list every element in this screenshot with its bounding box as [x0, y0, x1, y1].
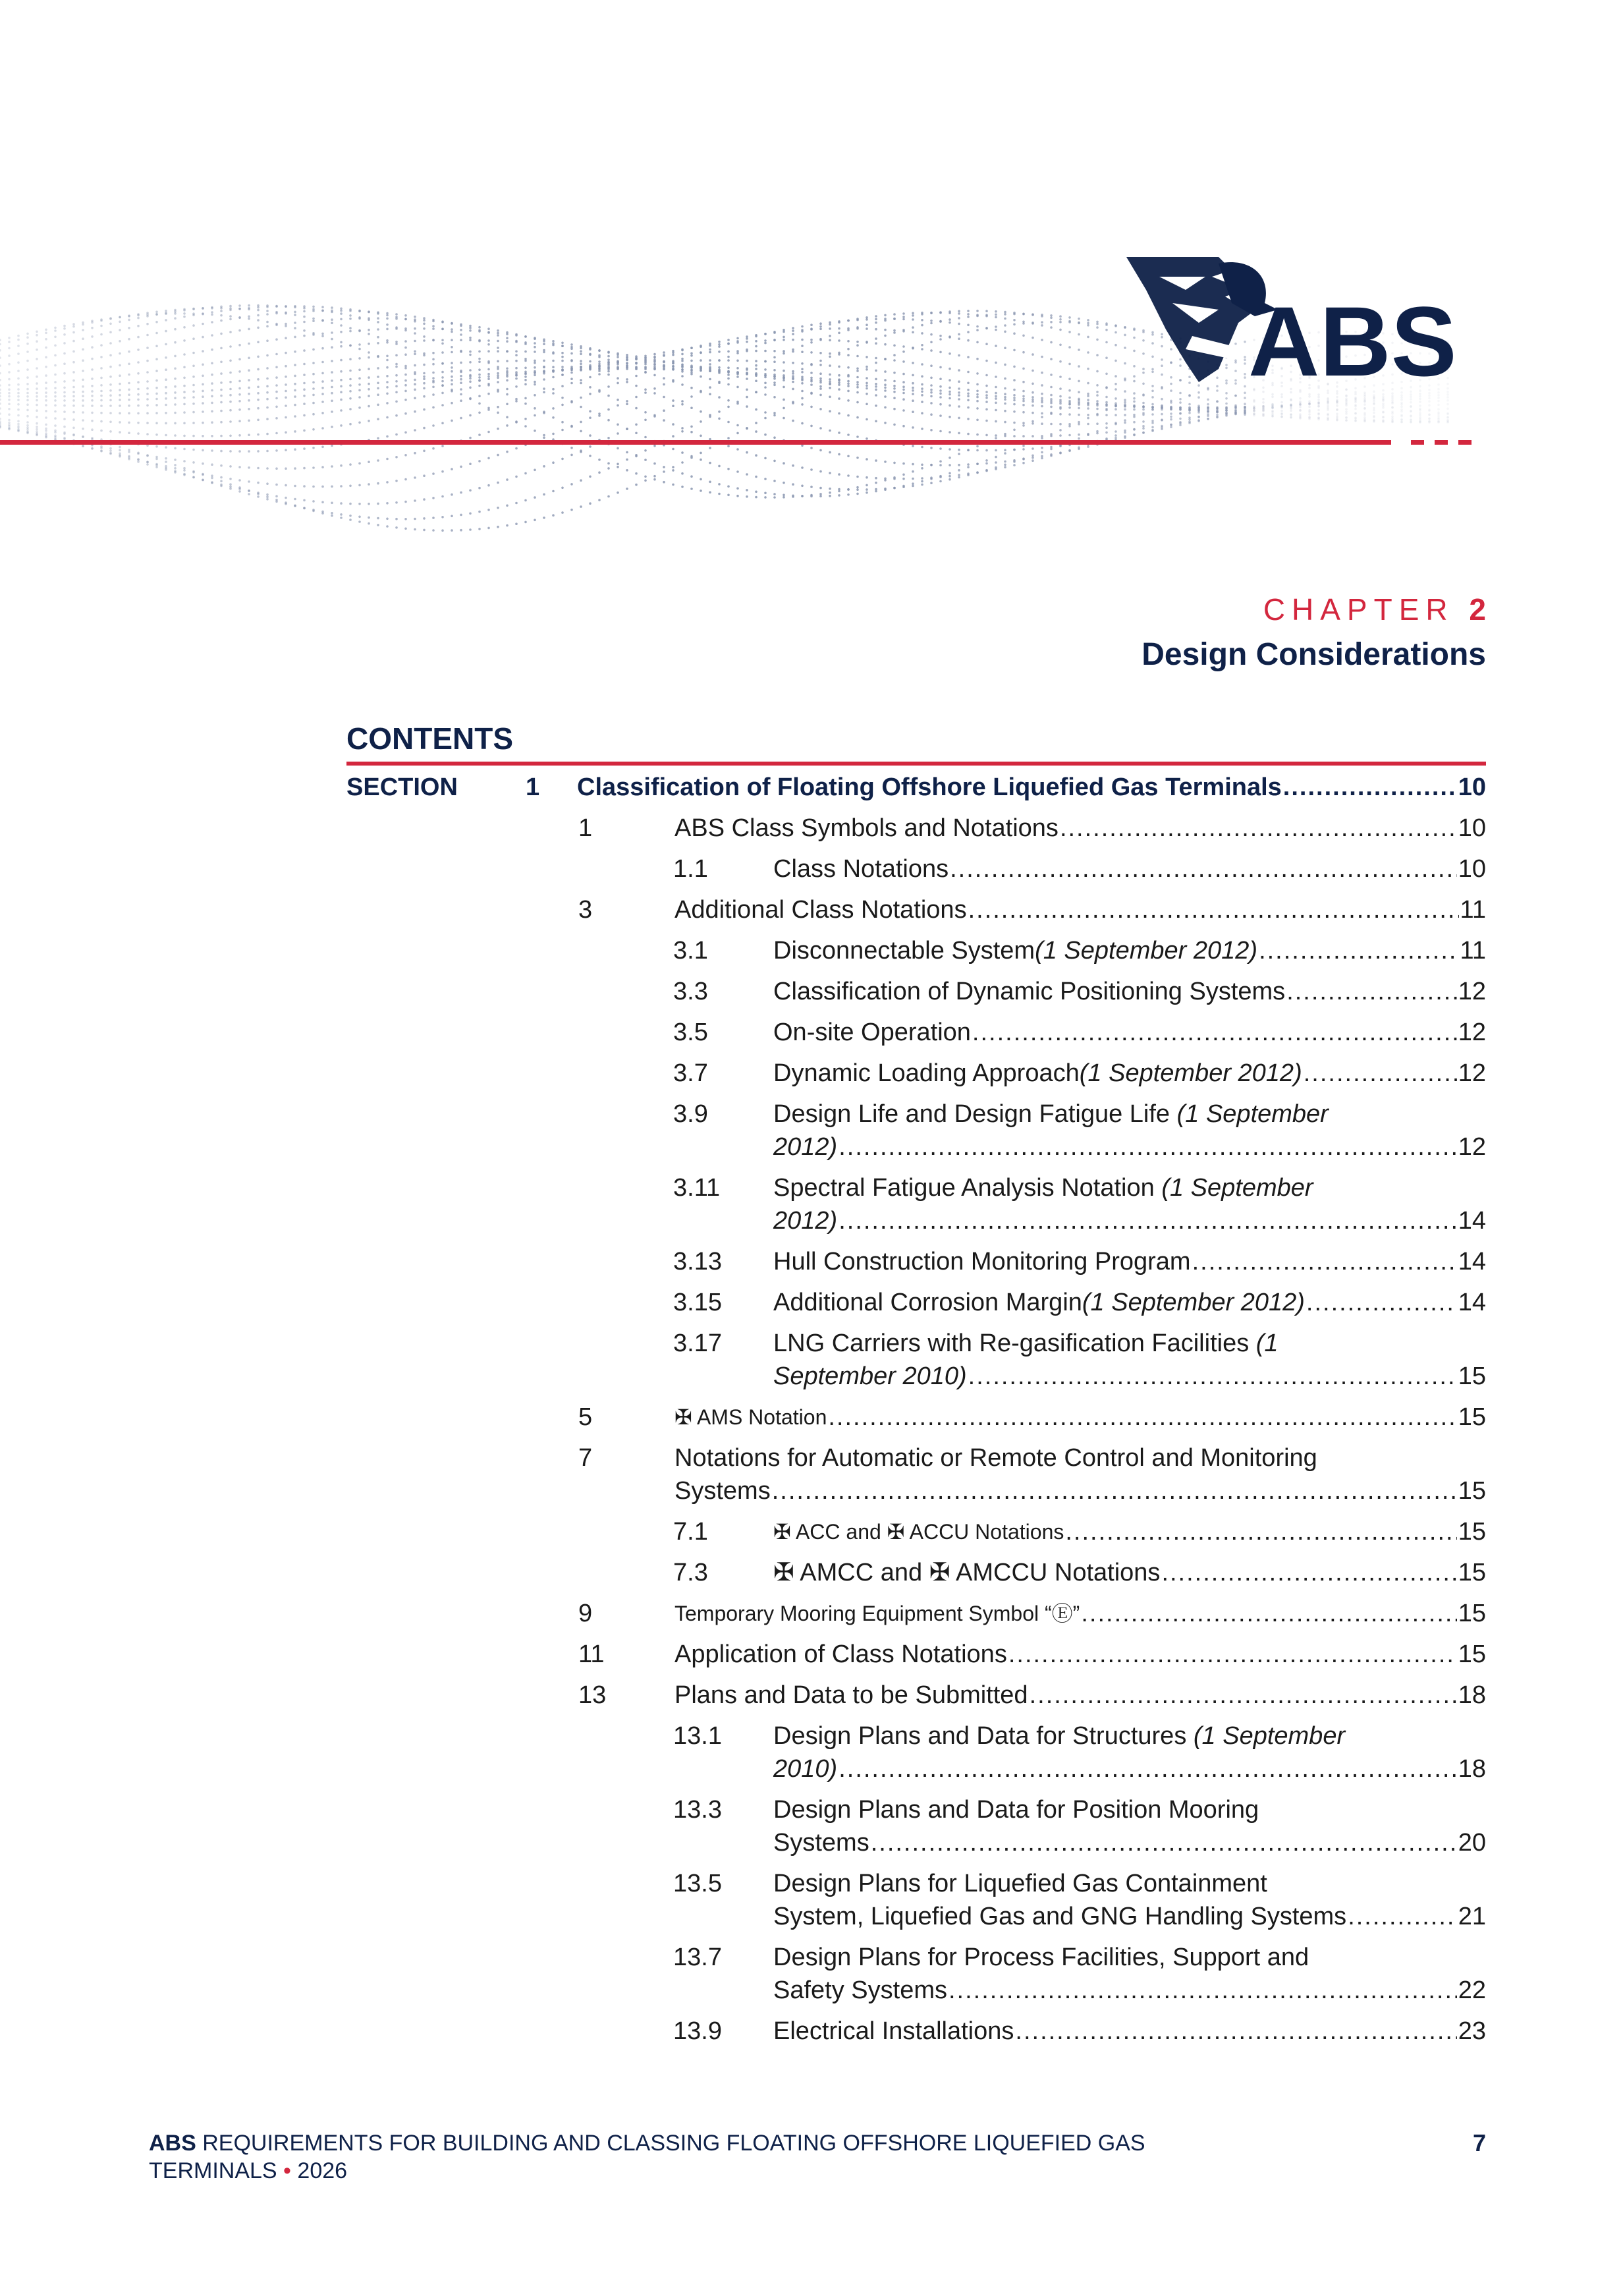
- toc-leader-dots: [1286, 975, 1457, 1008]
- toc-entry-page: 10: [1458, 855, 1486, 883]
- toc-entry-title: Design Plans and Data for Position Mooring: [773, 1796, 1259, 1824]
- toc-leader-dots: [1304, 1057, 1457, 1090]
- toc-entry-date: (1 September: [1193, 1722, 1346, 1750]
- footer: [149, 2129, 1145, 2185]
- toc-entry-date: (1 September 2012): [1079, 1059, 1302, 1087]
- toc-entry-page: 11: [1460, 937, 1486, 965]
- toc-entry-page: 21: [1458, 1903, 1486, 1930]
- toc-entry-line-cont[interactable]: [773, 1204, 1486, 1237]
- toc-leader-dots: [1015, 2015, 1456, 2048]
- toc-section-entry[interactable]: [577, 771, 1486, 804]
- toc-leader-dots: [839, 1752, 1457, 1785]
- toc-entry-number: 3: [578, 896, 593, 924]
- toc-entry-number: 3.5: [673, 1019, 708, 1046]
- footer-brand: ABS: [149, 2131, 196, 2156]
- toc-leader-dots: [1283, 771, 1457, 804]
- toc-entry-line[interactable]: [773, 1171, 1313, 1204]
- toc-entry-title: ABS Class Symbols and Notations: [674, 814, 1059, 842]
- toc-entry-number: 3.15: [673, 1289, 722, 1316]
- toc-leader-dots: [772, 1474, 1457, 1507]
- toc-entry-number: 3.7: [673, 1059, 708, 1087]
- toc-entry-title: ✠ AMS Notation: [674, 1405, 827, 1429]
- footer-year: 2026: [297, 2158, 348, 2183]
- toc-entry-number: 13.3: [673, 1796, 722, 1824]
- header-red-dash: [1435, 440, 1448, 445]
- toc-entry-date: (1 September 2012): [1035, 937, 1258, 965]
- chapter-title: Design Considerations: [1142, 637, 1486, 672]
- chapter-word: CHAPTER: [1263, 592, 1454, 627]
- logo-wordmark: ABS: [1248, 286, 1457, 395]
- toc-leader-dots: [1306, 1286, 1457, 1319]
- contents-heading: CONTENTS: [346, 721, 513, 756]
- toc-entry[interactable]: [674, 893, 1486, 926]
- toc-entry-page: 11: [1460, 896, 1486, 924]
- toc-entry-number: 5: [578, 1403, 593, 1431]
- footer-title: REQUIREMENTS FOR BUILDING AND CLASSING FLOATING OFFSHORE LIQUEFIED GAS: [202, 2131, 1145, 2156]
- header-red-rule: [0, 440, 1391, 445]
- footer-separator: •: [283, 2158, 291, 2183]
- toc-leader-dots: [871, 1826, 1457, 1859]
- toc-entry-number: 3.3: [673, 978, 708, 1005]
- toc-entry-page: 15: [1458, 1403, 1486, 1431]
- toc-entry[interactable]: [773, 1556, 1486, 1589]
- toc-entry-title: Spectral Fatigue Analysis Notation: [773, 1174, 1162, 1202]
- toc-entry-line[interactable]: [773, 1327, 1279, 1360]
- toc-entry-page: 15: [1458, 1477, 1486, 1505]
- toc-entry-date: (1 September: [1161, 1174, 1313, 1202]
- toc-entry-title: LNG Carriers with Re-gasification Facilities: [773, 1330, 1256, 1357]
- toc-entry-line[interactable]: [773, 1867, 1267, 1900]
- toc-entry[interactable]: [773, 1057, 1486, 1090]
- toc-entry-page: 15: [1458, 1518, 1486, 1546]
- toc-leader-dots: [1030, 1679, 1457, 1712]
- toc-entry[interactable]: [773, 934, 1486, 967]
- toc-entry-number: 13: [578, 1681, 607, 1709]
- toc-entry[interactable]: [773, 1515, 1486, 1548]
- toc-entry-title: Class Notations: [773, 855, 949, 883]
- toc-entry[interactable]: [773, 853, 1486, 885]
- toc-entry-number: 7.1: [673, 1518, 708, 1546]
- toc-entry-date: (1: [1255, 1330, 1279, 1357]
- toc-entry-date-cont: September 2010): [773, 1362, 967, 1390]
- toc-leader-dots: [968, 893, 1459, 926]
- toc-leader-dots: [839, 1131, 1457, 1163]
- toc-entry-page: 20: [1458, 1829, 1486, 1857]
- toc-entry-page: 14: [1458, 1289, 1486, 1316]
- toc-entry[interactable]: [674, 1679, 1486, 1712]
- toc-entry-page: 12: [1458, 1133, 1486, 1161]
- toc-entry-title: Classification of Floating Offshore Liquefied Gas Terminals: [577, 773, 1282, 801]
- toc-entry-line-cont[interactable]: [773, 1974, 1486, 2007]
- toc-entry-line-cont[interactable]: [773, 1752, 1486, 1785]
- toc-entry[interactable]: [674, 1638, 1486, 1671]
- toc-entry[interactable]: [674, 1597, 1486, 1630]
- toc-entry-number: 13.9: [673, 2017, 722, 2045]
- toc-entry-title: Plans and Data to be Submitted: [674, 1681, 1028, 1709]
- toc-leader-dots: [1161, 1556, 1456, 1589]
- toc-entry[interactable]: [674, 1401, 1486, 1434]
- toc-entry-title: Electrical Installations: [773, 2017, 1014, 2045]
- toc-entry-page: 15: [1458, 1600, 1486, 1627]
- toc-entry[interactable]: [773, 1016, 1486, 1049]
- toc-entry-title: Temporary Mooring Equipment Symbol “Ⓔ”: [674, 1602, 1080, 1625]
- toc-leader-dots: [839, 1204, 1457, 1237]
- toc-entry-page: 12: [1458, 1059, 1486, 1087]
- toc-entry[interactable]: [773, 2015, 1486, 2048]
- toc-entry-page: 18: [1458, 1755, 1486, 1783]
- toc-entry-line-cont[interactable]: [674, 1474, 1486, 1507]
- toc-entry-title: Additional Class Notations: [674, 896, 967, 924]
- contents-rule: [346, 762, 1486, 766]
- toc-entry-page: 12: [1458, 978, 1486, 1005]
- toc-entry-line-cont[interactable]: [773, 1900, 1486, 1933]
- toc-entry-page: 22: [1458, 1976, 1486, 2004]
- toc-entry-page: 12: [1458, 1019, 1486, 1046]
- footer-title-cont: TERMINALS: [149, 2158, 277, 2183]
- toc-entry-line[interactable]: [674, 1442, 1317, 1474]
- toc-entry-title-cont: Safety Systems: [773, 1976, 947, 2004]
- toc-entry-title: Design Plans and Data for Structures: [773, 1722, 1194, 1750]
- toc-leader-dots: [1008, 1638, 1457, 1671]
- toc-entry-title-cont: Systems: [773, 1829, 869, 1857]
- toc-entry-number: 13.5: [673, 1870, 722, 1897]
- toc-leader-dots: [1065, 1515, 1456, 1548]
- abs-logo: [1120, 250, 1469, 395]
- toc-entry-number: 1.1: [673, 855, 708, 883]
- toc-entry-page: 18: [1458, 1681, 1486, 1709]
- toc-entry-number: 9: [578, 1600, 593, 1627]
- toc-entry-page: 14: [1458, 1207, 1486, 1235]
- toc-entry-number: 7.3: [673, 1559, 708, 1586]
- toc-leader-dots: [1259, 934, 1458, 967]
- toc-entry-title: Design Life and Design Fatigue Life: [773, 1100, 1177, 1128]
- toc-leader-dots: [950, 853, 1457, 885]
- toc-entry-line[interactable]: [773, 1098, 1329, 1131]
- toc-entry-number: 3.13: [673, 1248, 722, 1275]
- toc-entry-date-cont: 2012): [773, 1207, 838, 1235]
- toc-leader-dots: [949, 1974, 1457, 2007]
- chapter-label: [1263, 592, 1486, 627]
- section-label: SECTION: [346, 773, 458, 801]
- toc-entry-title: Notations for Automatic or Remote Control and Monitoring: [674, 1444, 1317, 1472]
- toc-entry-title: ✠ ACC and ✠ ACCU Notations: [773, 1520, 1064, 1544]
- toc-entry[interactable]: [773, 1286, 1486, 1319]
- toc-entry-number: 13.1: [673, 1722, 722, 1750]
- toc-entry[interactable]: [773, 975, 1486, 1008]
- toc-entry-number: 1: [578, 814, 593, 842]
- toc-entry-title: Additional Corrosion Margin: [773, 1289, 1082, 1316]
- toc-entry-line-cont[interactable]: [773, 1360, 1486, 1393]
- toc-entry-title-cont: System, Liquefied Gas and GNG Handling Systems: [773, 1903, 1347, 1930]
- toc-entry-line[interactable]: [773, 1793, 1259, 1826]
- toc-entry[interactable]: [674, 812, 1486, 845]
- toc-entry-line-cont[interactable]: [773, 1826, 1486, 1859]
- toc-entry-title: Hull Construction Monitoring Program: [773, 1248, 1191, 1275]
- toc-entry-line-cont[interactable]: [773, 1131, 1486, 1163]
- chapter-number: 2: [1469, 592, 1486, 627]
- page-number: 7: [1472, 2129, 1486, 2156]
- toc-entry-number: 3.17: [673, 1330, 722, 1357]
- toc-entry-date-cont: 2012): [773, 1133, 838, 1161]
- toc-entry[interactable]: [773, 1245, 1486, 1278]
- toc-leader-dots: [1192, 1245, 1457, 1278]
- toc-entry-page: 10: [1458, 773, 1486, 801]
- toc-entry-number: 11: [578, 1640, 605, 1668]
- toc-entry-title: Dynamic Loading Approach: [773, 1059, 1080, 1087]
- toc-entry-page: 10: [1458, 814, 1486, 842]
- toc-entry-title: Disconnectable System: [773, 937, 1035, 965]
- toc-entry-page: 23: [1458, 2017, 1486, 2045]
- toc-entry-number: 3.9: [673, 1100, 708, 1128]
- toc-leader-dots: [968, 1360, 1457, 1393]
- header-red-dash: [1411, 440, 1424, 445]
- toc-entry-date: (1 September: [1176, 1100, 1329, 1128]
- toc-entry-page: 15: [1458, 1559, 1486, 1586]
- toc-leader-dots: [1060, 812, 1457, 845]
- toc-leader-dots: [828, 1401, 1456, 1434]
- toc-entry-title: Design Plans for Liquefied Gas Containment: [773, 1870, 1267, 1897]
- toc-entry-title: Classification of Dynamic Positioning Systems: [773, 978, 1286, 1005]
- toc-entry-line[interactable]: [773, 1941, 1309, 1974]
- toc-entry-title-cont: Systems: [674, 1477, 771, 1505]
- toc-entry-page: 15: [1458, 1640, 1486, 1668]
- toc-entry-number: 3.1: [673, 937, 708, 965]
- toc-leader-dots: [1348, 1900, 1457, 1933]
- toc-entry-date-cont: 2010): [773, 1755, 838, 1783]
- toc-leader-dots: [1081, 1597, 1456, 1630]
- toc-entry-page: 15: [1458, 1362, 1486, 1390]
- header-red-dash: [1458, 440, 1472, 445]
- section-number: 1: [526, 773, 540, 801]
- toc-entry-title: On-site Operation: [773, 1019, 971, 1046]
- toc-leader-dots: [972, 1016, 1457, 1049]
- toc-entry-number: 3.11: [673, 1174, 721, 1202]
- toc-entry-page: 14: [1458, 1248, 1486, 1275]
- toc-entry-line[interactable]: [773, 1720, 1345, 1752]
- toc-entry-title: ✠ AMCC and ✠ AMCCU Notations: [773, 1559, 1161, 1586]
- toc-entry-title: Application of Class Notations: [674, 1640, 1007, 1668]
- toc-entry-number: 13.7: [673, 1944, 722, 1971]
- toc-entry-number: 7: [578, 1444, 593, 1472]
- toc-entry-title: Design Plans for Process Facilities, Support and: [773, 1944, 1309, 1971]
- toc-entry-date: (1 September 2012): [1082, 1289, 1305, 1316]
